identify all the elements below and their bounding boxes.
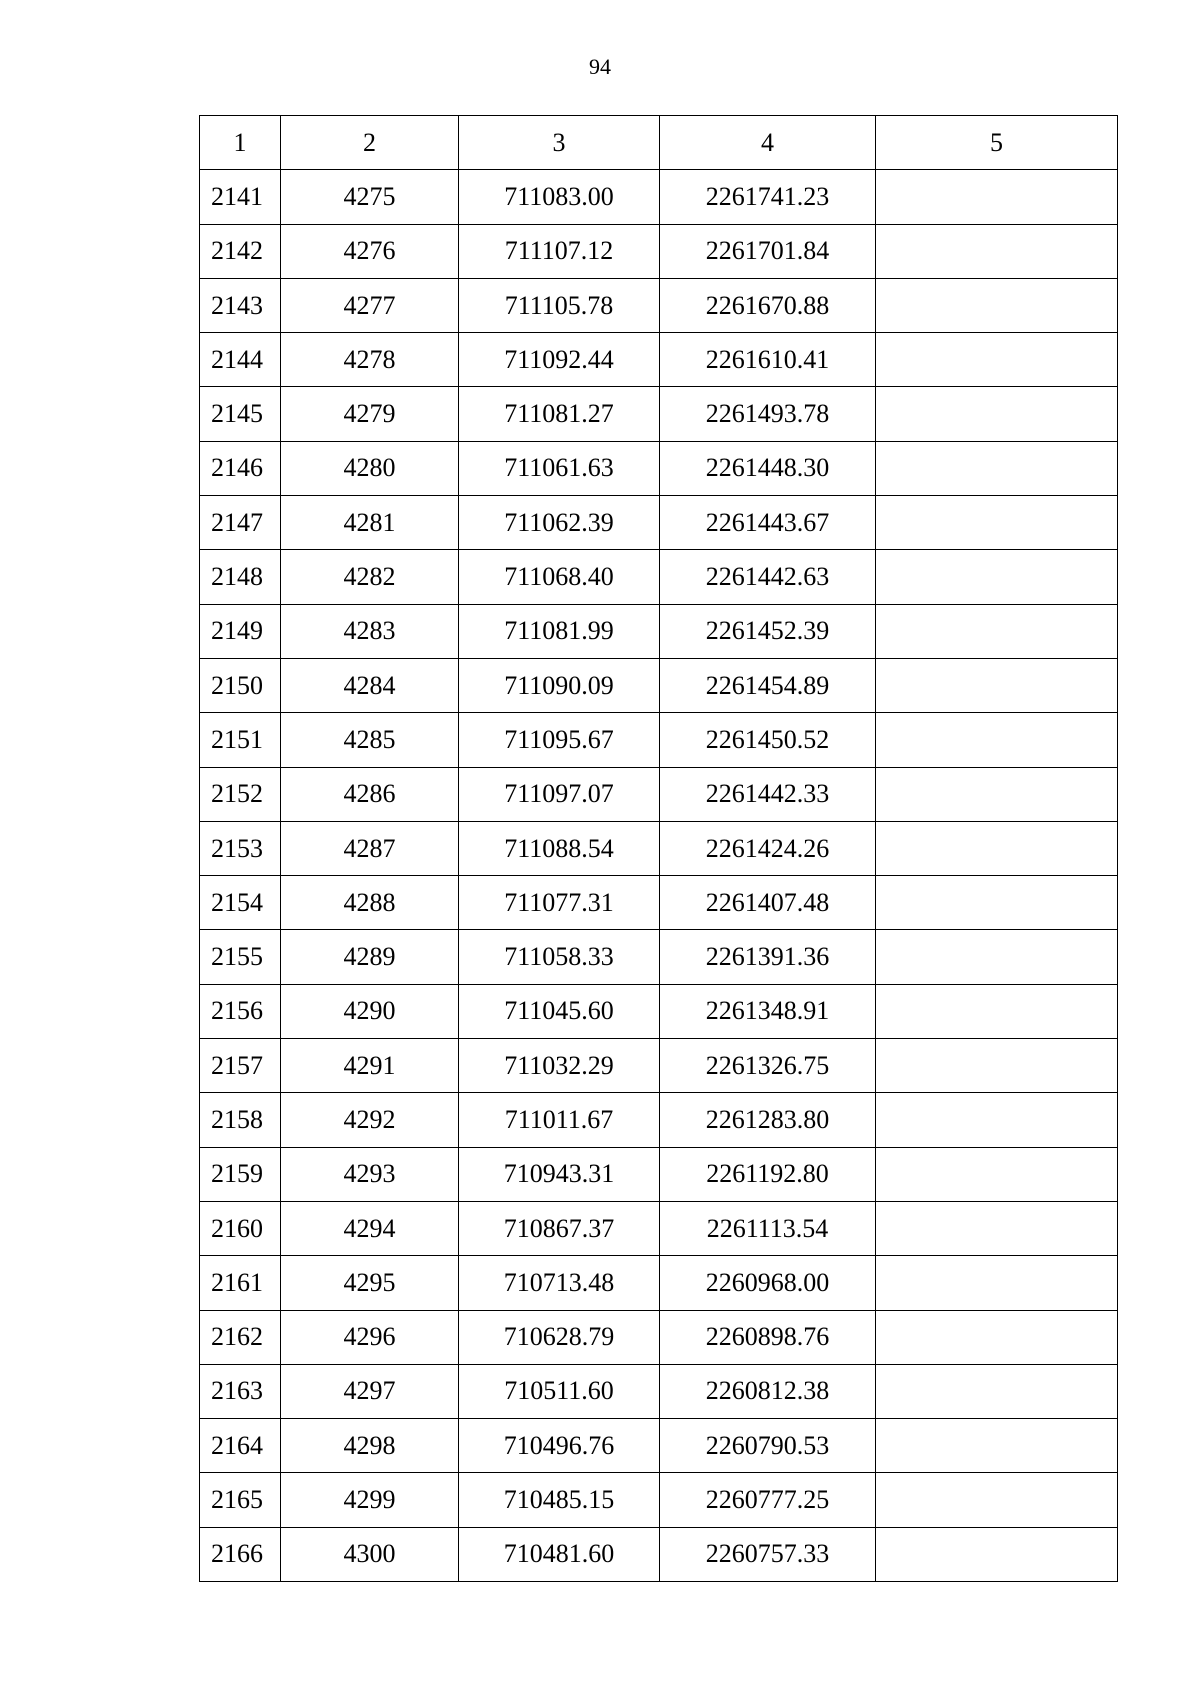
coordinate-x-cell: 711081.27: [459, 387, 660, 441]
note-cell: [876, 333, 1118, 387]
coordinate-y-cell: 2261741.23: [660, 170, 876, 224]
coordinate-y-cell: 2261407.48: [660, 876, 876, 930]
table-row: [200, 930, 1118, 984]
note-cell: [876, 1039, 1118, 1093]
point-number-cell: 4293: [281, 1147, 459, 1201]
row-number-cell: 2152: [200, 767, 281, 821]
coordinate-y-cell: 2260777.25: [660, 1473, 876, 1527]
coordinate-y-cell: 2261610.41: [660, 333, 876, 387]
row-number-cell: 2158: [200, 1093, 281, 1147]
coordinate-y-cell: 2261493.78: [660, 387, 876, 441]
row-number-cell: 2153: [200, 821, 281, 875]
header-col-1: 1: [200, 116, 281, 170]
coordinate-y-cell: 2261670.88: [660, 278, 876, 332]
point-number-cell: 4285: [281, 713, 459, 767]
row-number-cell: 2147: [200, 496, 281, 550]
row-number-cell: 2142: [200, 224, 281, 278]
note-cell: [876, 821, 1118, 875]
table-row: [200, 1093, 1118, 1147]
note-cell: [876, 767, 1118, 821]
point-number-cell: 4279: [281, 387, 459, 441]
table-row: [200, 1147, 1118, 1201]
table-row: [200, 550, 1118, 604]
table-row: [200, 984, 1118, 1038]
coordinate-x-cell: 710511.60: [459, 1364, 660, 1418]
point-number-cell: 4298: [281, 1419, 459, 1473]
table-row: [200, 767, 1118, 821]
row-number-cell: 2156: [200, 984, 281, 1038]
row-number-cell: 2155: [200, 930, 281, 984]
coordinate-x-cell: 711068.40: [459, 550, 660, 604]
coordinate-y-cell: 2261452.39: [660, 604, 876, 658]
note-cell: [876, 604, 1118, 658]
row-number-cell: 2154: [200, 876, 281, 930]
coordinate-x-cell: 711095.67: [459, 713, 660, 767]
table-row: [200, 1364, 1118, 1418]
point-number-cell: 4297: [281, 1364, 459, 1418]
note-cell: [876, 387, 1118, 441]
coordinate-y-cell: 2261283.80: [660, 1093, 876, 1147]
note-cell: [876, 1147, 1118, 1201]
coordinate-x-cell: 711088.54: [459, 821, 660, 875]
point-number-cell: 4275: [281, 170, 459, 224]
coordinate-y-cell: 2261326.75: [660, 1039, 876, 1093]
coordinate-y-cell: 2260757.33: [660, 1527, 876, 1581]
note-cell: [876, 496, 1118, 550]
coordinate-y-cell: 2261442.63: [660, 550, 876, 604]
row-number-cell: 2149: [200, 604, 281, 658]
row-number-cell: 2165: [200, 1473, 281, 1527]
point-number-cell: 4288: [281, 876, 459, 930]
table-row: [200, 821, 1118, 875]
table-row: [200, 713, 1118, 767]
note-cell: [876, 713, 1118, 767]
point-number-cell: 4296: [281, 1310, 459, 1364]
note-cell: [876, 1093, 1118, 1147]
table-body: [200, 170, 1118, 1582]
point-number-cell: 4282: [281, 550, 459, 604]
row-number-cell: 2160: [200, 1201, 281, 1255]
table-row: [200, 441, 1118, 495]
coordinate-x-cell: 710628.79: [459, 1310, 660, 1364]
note-cell: [876, 930, 1118, 984]
coordinate-y-cell: 2261113.54: [660, 1201, 876, 1255]
row-number-cell: 2151: [200, 713, 281, 767]
note-cell: [876, 1419, 1118, 1473]
point-number-cell: 4299: [281, 1473, 459, 1527]
row-number-cell: 2145: [200, 387, 281, 441]
coordinate-x-cell: 711081.99: [459, 604, 660, 658]
row-number-cell: 2164: [200, 1419, 281, 1473]
row-number-cell: 2143: [200, 278, 281, 332]
row-number-cell: 2157: [200, 1039, 281, 1093]
coordinate-x-cell: 710713.48: [459, 1256, 660, 1310]
note-cell: [876, 1364, 1118, 1418]
coordinate-y-cell: 2260898.76: [660, 1310, 876, 1364]
table-row: [200, 604, 1118, 658]
row-number-cell: 2148: [200, 550, 281, 604]
note-cell: [876, 1201, 1118, 1255]
note-cell: [876, 550, 1118, 604]
note-cell: [876, 278, 1118, 332]
coordinate-x-cell: 711062.39: [459, 496, 660, 550]
row-number-cell: 2162: [200, 1310, 281, 1364]
coordinate-y-cell: 2260812.38: [660, 1364, 876, 1418]
table-header: [200, 116, 1118, 170]
table-row: [200, 1527, 1118, 1581]
header-col-5: 5: [876, 116, 1118, 170]
coordinate-x-cell: 710867.37: [459, 1201, 660, 1255]
note-cell: [876, 170, 1118, 224]
point-number-cell: 4300: [281, 1527, 459, 1581]
row-number-cell: 2141: [200, 170, 281, 224]
header-col-2: 2: [281, 116, 459, 170]
point-number-cell: 4283: [281, 604, 459, 658]
row-number-cell: 2166: [200, 1527, 281, 1581]
row-number-cell: 2161: [200, 1256, 281, 1310]
point-number-cell: 4291: [281, 1039, 459, 1093]
point-number-cell: 4287: [281, 821, 459, 875]
table-row: [200, 170, 1118, 224]
header-row: [200, 116, 1118, 170]
coordinate-y-cell: 2261348.91: [660, 984, 876, 1038]
table-row: [200, 1256, 1118, 1310]
table-row: [200, 1473, 1118, 1527]
point-number-cell: 4295: [281, 1256, 459, 1310]
coordinate-x-cell: 711058.33: [459, 930, 660, 984]
coordinate-y-cell: 2260968.00: [660, 1256, 876, 1310]
note-cell: [876, 984, 1118, 1038]
coordinate-x-cell: 711097.07: [459, 767, 660, 821]
note-cell: [876, 1473, 1118, 1527]
coordinate-y-cell: 2261448.30: [660, 441, 876, 495]
point-number-cell: 4292: [281, 1093, 459, 1147]
note-cell: [876, 658, 1118, 712]
table-row: [200, 496, 1118, 550]
point-number-cell: 4289: [281, 930, 459, 984]
row-number-cell: 2163: [200, 1364, 281, 1418]
coordinate-y-cell: 2261450.52: [660, 713, 876, 767]
note-cell: [876, 441, 1118, 495]
coordinate-x-cell: 711045.60: [459, 984, 660, 1038]
header-col-4: 4: [660, 116, 876, 170]
row-number-cell: 2150: [200, 658, 281, 712]
coordinate-x-cell: 711011.67: [459, 1093, 660, 1147]
coordinate-x-cell: 710485.15: [459, 1473, 660, 1527]
coordinate-x-cell: 711061.63: [459, 441, 660, 495]
coordinate-y-cell: 2261391.36: [660, 930, 876, 984]
point-number-cell: 4280: [281, 441, 459, 495]
coordinate-y-cell: 2261701.84: [660, 224, 876, 278]
point-number-cell: 4286: [281, 767, 459, 821]
coordinate-y-cell: 2261454.89: [660, 658, 876, 712]
coordinate-x-cell: 711092.44: [459, 333, 660, 387]
note-cell: [876, 1256, 1118, 1310]
row-number-cell: 2144: [200, 333, 281, 387]
point-number-cell: 4284: [281, 658, 459, 712]
table-row: [200, 876, 1118, 930]
coordinate-x-cell: 711083.00: [459, 170, 660, 224]
coordinates-table: [199, 115, 1118, 1582]
coordinate-y-cell: 2261443.67: [660, 496, 876, 550]
row-number-cell: 2159: [200, 1147, 281, 1201]
point-number-cell: 4281: [281, 496, 459, 550]
table-row: [200, 1039, 1118, 1093]
coordinate-y-cell: 2261424.26: [660, 821, 876, 875]
table-row: [200, 224, 1118, 278]
coordinate-x-cell: 710943.31: [459, 1147, 660, 1201]
coordinate-x-cell: 711105.78: [459, 278, 660, 332]
coordinate-x-cell: 710496.76: [459, 1419, 660, 1473]
table-row: [200, 658, 1118, 712]
table-row: [200, 387, 1118, 441]
table-row: [200, 1201, 1118, 1255]
point-number-cell: 4277: [281, 278, 459, 332]
row-number-cell: 2146: [200, 441, 281, 495]
note-cell: [876, 1310, 1118, 1364]
table-row: [200, 1419, 1118, 1473]
coordinate-x-cell: 711090.09: [459, 658, 660, 712]
coordinate-x-cell: 711077.31: [459, 876, 660, 930]
coordinate-x-cell: 711032.29: [459, 1039, 660, 1093]
coordinate-x-cell: 710481.60: [459, 1527, 660, 1581]
note-cell: [876, 224, 1118, 278]
point-number-cell: 4276: [281, 224, 459, 278]
point-number-cell: 4294: [281, 1201, 459, 1255]
coordinate-y-cell: 2261192.80: [660, 1147, 876, 1201]
note-cell: [876, 1527, 1118, 1581]
table-row: [200, 333, 1118, 387]
table-row: [200, 278, 1118, 332]
coordinate-y-cell: 2260790.53: [660, 1419, 876, 1473]
coordinate-x-cell: 711107.12: [459, 224, 660, 278]
page-number: 94: [589, 54, 611, 79]
point-number-cell: 4278: [281, 333, 459, 387]
coordinate-y-cell: 2261442.33: [660, 767, 876, 821]
header-col-3: 3: [459, 116, 660, 170]
table-row: [200, 1310, 1118, 1364]
point-number-cell: 4290: [281, 984, 459, 1038]
note-cell: [876, 876, 1118, 930]
